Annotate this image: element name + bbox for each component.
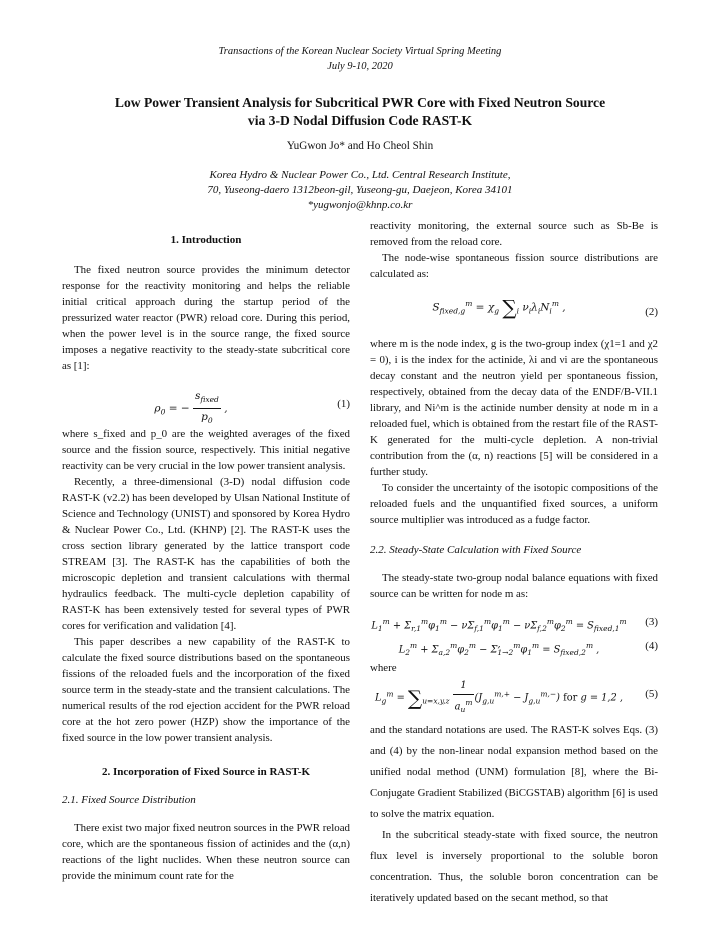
right-column <box>370 218 658 909</box>
section-heading-fixed-source: 2. Incorporation of Fixed Source in RAST-K <box>101 766 311 778</box>
paragraph: and the standard notations are used. The RAST-K solves Eqs. (3) and (4) by the non-linear nodal expansion method based on the unified nodal method (UNM) formulation [8], where the Bi-Conjugate Gradient Stabilized (BiCGSTAB) algorithm [6] is used to solve the matrix equation. <box>370 724 658 820</box>
affiliation-line-2: 70, Yuseong-daero 1312beon-gil, Yuseong-gu, Daejeon, Korea 34101 <box>207 184 513 196</box>
title-line-2: via 3-D Nodal Diffusion Code RAST-K <box>247 113 473 128</box>
conference-date: July 9-10, 2020 <box>327 61 393 72</box>
equation-number: (4) <box>645 640 658 652</box>
section-heading-introduction: 1. Introduction <box>170 234 242 246</box>
left-column <box>62 226 350 884</box>
authors: YuGwon Jo* and Ho Cheol Shin <box>286 140 434 152</box>
equation-number: (5) <box>645 688 658 700</box>
conference-header <box>0 44 720 74</box>
paragraph: To consider the uncertainty of the isotopic compositions of the reloaded fuels and the unquantified fixed sources, a uniform source multiplier was introduced as a fudge factor. <box>370 482 658 526</box>
paragraph: where s_fixed and p_0 are the weighted averages of the fixed source and the fission source, respectively. This initial negative reactivity can be very crucial in the low power transient analysis. <box>62 428 350 472</box>
author-email: *yugwonjo@khnp.co.kr <box>307 199 413 211</box>
paragraph: In the subcritical steady-state with fixed source, the neutron flux level is inversely proportional to the soluble boron concentration. Thus, the soluble boron concentration can be iteratively updated based on the secant method, so that <box>370 829 658 904</box>
title-line-1: Low Power Transient Analysis for Subcritical PWR Core with Fixed Neutron Source <box>114 95 606 110</box>
equation-4: $L_2^m + \Sigma_{a,2}^m\varphi_2^m - \Sigma_{1\to 2}^m\varphi_1^m = S_{fixed,2}^m$ , (4) <box>398 640 658 658</box>
equation-2: $S_{fixed,g}^m = \chi_g$ $\sum_i$ $\nu_i\lambda_iN_i^m$ , (2) <box>432 295 658 320</box>
paragraph: This paper describes a new capability of the RAST-K to calculate the fixed source distributions based on the spontaneous fissions of the reloaded fuels and the incorporation of the fixed source term in the steady-state and the transient calculations. The numerical results of the rod ejection accident for the PWR reload core at the hot zero power (HZP) show the importance of the fixed source in the low power transient analysis. <box>62 636 350 744</box>
equation-3: $L_1^m + \Sigma_{r,1}^m\varphi_1^m - \nu\Sigma_{f,1}^m\varphi_1^m - \nu\Sigma_{f,2}^m\varphi_2^m = S_{fixed,1}^m$ , (3) <box>371 616 658 651</box>
subsection-heading: 2.1. Fixed Source Distribution <box>62 794 196 806</box>
paragraph: where m is the node index, g is the two-group index (χ1=1 and χ2 = 0), i is the index for the actinide, λi and νi are the spontaneous decay constant and the neutron yield per spontaneous fission, respectively, obtained from the decay data of the ENDF/B-VII.1 library, and Ni^m is the actinide number density at node m in a reloaded fuel, which is obtained from the restart file of the RAST-K generated for the multi-cycle depletion. A non-trivial contribution from the (α, n) reactions [5] will be considered in a further study. <box>370 338 658 478</box>
affiliation-line-1: Korea Hydro & Nuclear Power Co., Ltd. Central Research Institute, <box>209 169 511 181</box>
paragraph: The node-wise spontaneous fission source distributions are calculated as: <box>370 252 658 280</box>
subsection-heading: 2.2. Steady-State Calculation with Fixed Source <box>370 544 582 556</box>
paragraph: There exist two major fixed neutron sources in the PWR reload core, which are the spontaneous fission of actinides and the (α,n) reactions of the light nuclides. When these neutron source can provide the minimum count rate for the <box>62 822 350 882</box>
equation-number: (1) <box>337 398 350 410</box>
where-label: where <box>370 662 397 674</box>
paragraph: Recently, a three-dimensional (3-D) nodal diffusion code RAST-K (v2.2) has been developed by Ulsan National Institute of Science and Technology (UNIST) and sponsored by Korea Hydro & Nuclear Power Co., Ltd. (KHNP) [2]. The RAST-K uses the cross section library generated by the lattice transport code STREAM [3]. The RAST-K has the capabilities of both the microscopic depletion and transient calculations with thermal hydraulics feedback. The multi-cycle depletion capability of RAST-K has been extensively tested for several types of PWR cores for verification and validation [4]. <box>62 476 350 632</box>
equation-number: (3) <box>645 616 658 628</box>
equation-5: $L_g^m = \sum_{u=x,y,z}$ $\frac{1}{a_u^m}$ $(J_{g,u}^{m,+} - J_{g,u}^{m,-})$ for g = 1,2 , (5) <box>375 680 658 715</box>
paragraph: The steady-state two-group nodal balance equations with fixed source can be written for node m as: <box>370 572 658 600</box>
paragraph: The fixed neutron source provides the minimum detector response for the reactivity monitoring and helps the reliable initial critical approach during the startup period of the pressurized water reactor (PWR) reload core. During this period, when the power level is in the source range, the fixed source imposes a negative reactivity to the steady-state subcritical core as [1]: <box>62 264 350 372</box>
affiliation <box>60 168 660 213</box>
equation-number: (2) <box>645 306 658 318</box>
conference-name: Transactions of the Korean Nuclear Society Virtual Spring Meeting <box>218 46 502 57</box>
paper-title <box>60 94 660 130</box>
equation-1: $\rho_0$ = − $\frac{s_{fixed}}{p_0}$ , (1) <box>154 390 350 426</box>
paragraph: reactivity monitoring, the external source such as Sb-Be is removed from the reload core. <box>370 220 658 248</box>
